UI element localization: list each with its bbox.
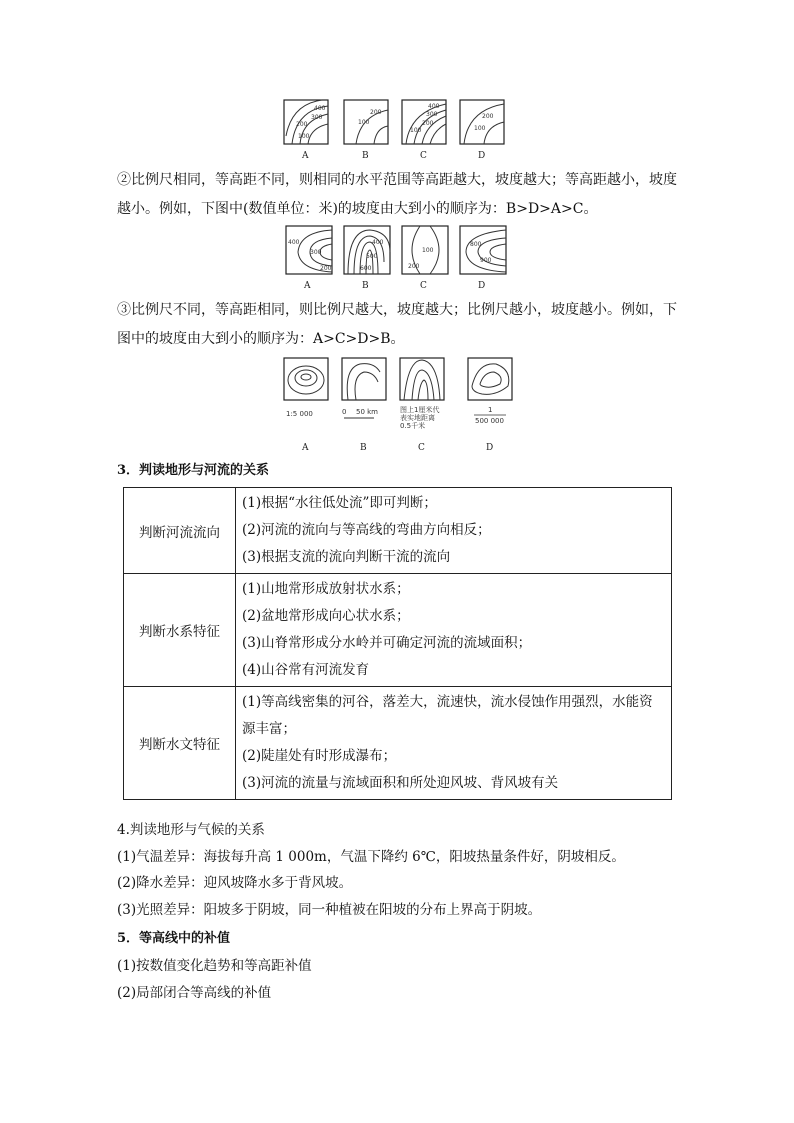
table-item: (3)根据支流的流向判断干流的流向 xyxy=(242,549,451,565)
terrain-river-table xyxy=(123,487,672,800)
table-item: (2)盆地常形成向心状水系； xyxy=(242,608,410,624)
contour-value: 500 xyxy=(366,253,378,260)
table-item: (2)河流的流向与等高线的弯曲方向相反； xyxy=(242,522,491,538)
contour-value: 600 xyxy=(360,265,372,272)
figure-3-map-b xyxy=(342,358,386,418)
contour-value: 400 xyxy=(314,105,326,112)
figure-3-label-a: A xyxy=(302,443,309,453)
contour-value: 300 xyxy=(310,249,322,256)
figure-2-label-b: B xyxy=(362,281,369,291)
contour-value: 400 xyxy=(428,103,440,110)
contour-value: 200 xyxy=(370,109,382,116)
table-category: 判断河流流向 xyxy=(124,488,236,574)
table-item: (1)等高线密集的河谷，落差大，流速快，流水侵蚀作用强烈，水能资源丰富； xyxy=(242,694,653,737)
table-row xyxy=(124,574,672,687)
figure-3-map-c xyxy=(400,358,444,430)
table-items xyxy=(236,488,672,574)
table-item: (3)河流的流量与流域面积和所处迎风坡、背风坡有关 xyxy=(242,775,559,791)
contour-value: 400 xyxy=(288,239,300,246)
section-4-item: (1)气温差异：海拔每升高 1 000m，气温下降约 6℃，阳坡热量条件好，阴坡相反。 xyxy=(117,849,625,865)
table-item: (1)山地常形成放射状水系； xyxy=(242,581,410,597)
contour-value: 800 xyxy=(470,241,482,248)
figure-3-map-d xyxy=(468,358,512,425)
contour-value: 100 xyxy=(422,247,434,254)
figure-2-label-d: D xyxy=(478,281,486,291)
figure-2-label-a: A xyxy=(304,281,311,291)
section-3-title: 3．判读地形与河流的关系 xyxy=(117,463,270,478)
figure-2-map-b xyxy=(344,226,390,274)
scale-b-zero: 0 xyxy=(342,408,347,416)
figure-3-contour-maps xyxy=(282,356,522,456)
table-row xyxy=(124,488,672,574)
contour-value: 400 xyxy=(372,239,384,246)
section-5-item: (2)局部闭合等高线的补值 xyxy=(117,985,272,1001)
section-5-title: 5．等高线中的补值 xyxy=(117,931,231,946)
figure-2-map-a xyxy=(286,226,332,274)
scale-c-line2: 表实地距离 xyxy=(400,414,435,422)
figure-1-contour-maps xyxy=(278,96,508,162)
contour-value: 200 xyxy=(422,120,434,127)
figure-3-label-b: B xyxy=(360,443,367,453)
figure-3-label-d: D xyxy=(486,443,494,453)
scale-d-numerator: 1 xyxy=(488,406,493,414)
table-item: (4)山谷常有河流发育 xyxy=(242,662,370,678)
figure-2-contour-maps xyxy=(280,222,512,292)
scale-d-denominator: 500 000 xyxy=(475,417,504,425)
paragraph-scale-diff-interval-same: ③比例尺不同，等高距相同，则比例尺越大，坡度越大；比例尺越小，坡度越小。例如，下图中的坡度由大到小的顺序为：A>C>D>B。 xyxy=(117,302,677,347)
figure-1-label-a: A xyxy=(302,151,309,161)
scale-c-line3: 0.5千米 xyxy=(400,422,426,430)
table-category: 判断水文特征 xyxy=(124,687,236,800)
figure-1-map-b xyxy=(344,100,388,144)
contour-value: 200 xyxy=(482,113,494,120)
figure-1-label-c: C xyxy=(420,151,427,161)
table-row xyxy=(124,687,672,800)
section-4-item: (2)降水差异：迎风坡降水多于背风坡。 xyxy=(117,875,353,891)
section-4-item: (3)光照差异：阳坡多于阴坡，同一种植被在阳坡的分布上界高于阴坡。 xyxy=(117,902,542,918)
section-4-title: 4.判读地形与气候的关系 xyxy=(117,822,265,838)
table-item: (1)根据“水往低处流”即可判断； xyxy=(242,495,437,511)
section-5-item: (1)按数值变化趋势和等高距补值 xyxy=(117,958,312,974)
table-items xyxy=(236,574,672,687)
scale-b-dist: 50 km xyxy=(356,408,379,416)
table-item: (3)山脊常形成分水岭并可确定河流的流域面积； xyxy=(242,635,532,651)
paragraph-scale-same-interval-diff: ②比例尺相同，等高距不同，则相同的水平范围等高距越大，坡度越大；等高距越小，坡度越小。例如，下图中(数值单位：米)的坡度由大到小的顺序为：B>D>A>C。 xyxy=(117,172,677,217)
figure-1-map-d xyxy=(460,100,504,144)
table-items xyxy=(236,687,672,800)
figure-2-map-c xyxy=(402,226,448,274)
figure-1-map-c xyxy=(402,100,446,144)
figure-3-map-a xyxy=(284,358,328,418)
contour-value: 200 xyxy=(408,263,420,270)
contour-value: 300 xyxy=(311,114,323,121)
figure-1-label-b: B xyxy=(362,151,369,161)
contour-value: 300 xyxy=(426,111,438,118)
figure-2-label-c: C xyxy=(420,281,427,291)
figure-3-label-c: C xyxy=(418,443,425,453)
contour-value: 200 xyxy=(296,121,308,128)
contour-value: 100 xyxy=(358,119,370,126)
contour-value: 100 xyxy=(474,125,486,132)
contour-value: 200 xyxy=(320,265,332,272)
figure-2-map-d xyxy=(460,226,506,274)
scale-a: 1:5 000 xyxy=(286,410,313,418)
contour-value: 100 xyxy=(298,133,310,140)
scale-c-line1: 图上1厘米代 xyxy=(400,406,440,414)
table-category: 判断水系特征 xyxy=(124,574,236,687)
figure-1-map-a xyxy=(284,100,328,144)
contour-value: 900 xyxy=(480,257,492,264)
figure-1-label-d: D xyxy=(478,151,486,161)
contour-value: 100 xyxy=(410,127,422,134)
table-item: (2)陡崖处有时形成瀑布； xyxy=(242,748,397,764)
